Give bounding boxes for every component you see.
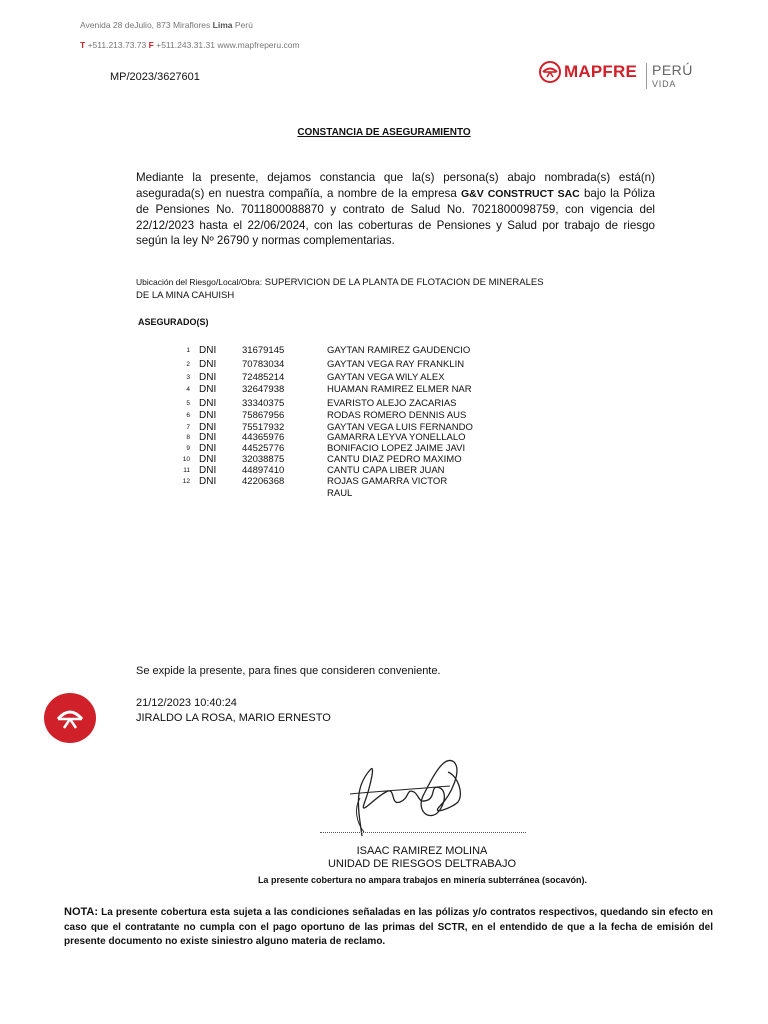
nota-label: NOTA: xyxy=(64,906,99,918)
insured-row-number: 6 xyxy=(186,412,190,419)
coverage-exclusion-note: La presente cobertura no ampara trabajos en minería subterránea (socavón). xyxy=(257,875,588,885)
insured-doc-type: DNI xyxy=(199,476,217,487)
reference-number: MP/2023/3627601 xyxy=(110,71,200,83)
insured-name: GAYTAN VEGA WILY ALEX xyxy=(327,372,445,383)
document-title: CONSTANCIA DE ASEGURAMIENTO xyxy=(297,127,471,138)
insured-doc-number: 72485214 xyxy=(242,372,285,383)
signatory-name: ISAAC RAMIREZ MOLINA xyxy=(356,845,488,857)
insured-doc-number: 44897410 xyxy=(242,465,285,476)
insured-doc-number: 32038875 xyxy=(242,454,285,465)
company-name: G&V CONSTRUCT SAC xyxy=(461,187,580,200)
insured-row-number: 1 xyxy=(186,347,190,354)
insured-row xyxy=(176,410,506,422)
insured-row-number: 4 xyxy=(186,386,190,393)
insured-doc-type: DNI xyxy=(199,345,217,356)
insured-name-continuation: RAUL xyxy=(327,488,353,499)
insured-doc-number: 70783034 xyxy=(242,359,285,370)
insured-doc-type: DNI xyxy=(199,443,217,454)
insured-row xyxy=(176,398,506,410)
insured-name: GAYTAN RAMIREZ GAUDENCIO xyxy=(327,345,471,356)
insured-doc-type: DNI xyxy=(199,465,217,476)
signature-line xyxy=(320,832,526,834)
insured-doc-number: 75517932 xyxy=(242,422,285,433)
website-link[interactable]: www.mapfreperu.com xyxy=(217,40,300,50)
issue-datetime: 21/12/2023 10:40:24 xyxy=(136,697,237,709)
insured-heading: ASEGURADO(S) xyxy=(138,317,209,327)
mapfre-seal-icon xyxy=(44,693,96,743)
insured-doc-type: DNI xyxy=(199,398,217,409)
insured-doc-type: DNI xyxy=(199,359,217,370)
insured-doc-number: 44525776 xyxy=(242,443,285,454)
insured-doc-number: 32647938 xyxy=(242,384,285,395)
insured-row xyxy=(176,372,506,384)
insured-doc-number: 75867956 xyxy=(242,410,285,421)
insured-doc-type: DNI xyxy=(199,410,217,421)
insured-row-number: 2 xyxy=(186,361,190,368)
insured-row-number: 10 xyxy=(182,456,190,463)
insured-name: GAYTAN VEGA LUIS FERNANDO xyxy=(327,422,473,433)
insured-name: CANTU CAPA LIBER JUAN xyxy=(327,465,445,476)
insured-doc-number: 31679145 xyxy=(242,345,285,356)
insured-doc-number: 42206368 xyxy=(242,476,285,487)
insured-row xyxy=(176,384,506,396)
insured-name: ROJAS GAMARRA VICTOR xyxy=(327,476,448,487)
mapfre-logo xyxy=(538,60,694,92)
header-address: Avenida 28 deJulio, 873 Miraflores Lima Perú xyxy=(80,20,253,30)
insured-name: GAMARRA LEYVA YONELLALO xyxy=(327,432,466,443)
insured-row-number: 8 xyxy=(186,434,190,441)
insured-row-number: 5 xyxy=(186,400,190,407)
issue-info xyxy=(136,696,331,726)
insured-row xyxy=(176,359,506,371)
issuer-name: JIRALDO LA ROSA, MARIO ERNESTO xyxy=(136,712,331,724)
insured-name: HUAMAN RAMIREZ ELMER NAR xyxy=(327,384,472,395)
header-contact: T +511.213.73.73 F +511.243.31.31 www.mapfreperu.com xyxy=(80,40,300,50)
insured-row-number: 7 xyxy=(186,424,190,431)
insured-name: BONIFACIO LOPEZ JAIME JAVI xyxy=(327,443,466,454)
signatory-unit: UNIDAD DE RIESGOS DELTRABAJO xyxy=(327,858,517,870)
body-paragraph: Mediante la presente, dejamos constancia que la(s) persona(s) abajo nombrada(s) está(n) asegurada(s) en nuestra compañía, a nombre de la empresa G&V CONSTRUCT SAC bajo la Póliza de Pensiones No. 7011800088870 y contrato de Salud No. 7021800098759, con vigencia del 22/12/2023 hasta el 22/06/2024, con las coberturas de Pensiones y Salud por trabajo de riesgo según la ley Nº 26790 y normas complementarias. xyxy=(136,171,655,248)
insured-doc-number: 44365976 xyxy=(242,432,285,443)
insured-doc-number: 33340375 xyxy=(242,398,285,409)
issuance-statement: Se expide la presente, para fines que consideren conveniente. xyxy=(136,665,441,677)
mapfre-emblem-icon xyxy=(538,60,562,84)
insured-row xyxy=(176,345,506,357)
nota-paragraph: NOTA: La presente cobertura esta sujeta a las condiciones señaladas en las pólizas y/o contratos respectivos, quedando sin efecto en caso que el contratante no cumpla con el pago oportuno de las primas del SCTR, en el entendido de que a la fecha de emisión del presente documento no existe siniestro alguno materia de reclamo. xyxy=(64,906,714,947)
insured-name: GAYTAN VEGA RAY FRANKLIN xyxy=(327,359,465,370)
insured-row-number: 12 xyxy=(182,478,190,485)
insured-name: CANTU DIAZ PEDRO MAXIMO xyxy=(327,454,462,465)
insured-name: RODAS ROMERO DENNIS AUS xyxy=(327,410,467,421)
insured-row xyxy=(176,476,506,488)
insured-doc-type: DNI xyxy=(199,384,217,395)
logo-brand: MAPFRE xyxy=(564,62,637,81)
handwritten-signature xyxy=(340,748,470,840)
insured-row-number: 3 xyxy=(186,374,190,381)
insured-row-number: 11 xyxy=(183,467,190,474)
risk-location: Ubicación del Riesgo/Local/Obra: SUPERVICION DE LA PLANTA DE FLOTACION DE MINERALES DE LA MINA CAHUISH xyxy=(136,277,544,301)
insured-doc-type: DNI xyxy=(199,372,217,383)
logo-sub: VIDA xyxy=(652,79,677,89)
insured-name: EVARISTO ALEJO ZACARIAS xyxy=(327,398,457,409)
insured-row-number: 9 xyxy=(186,445,190,452)
insured-doc-type: DNI xyxy=(199,454,217,465)
insured-doc-type: DNI xyxy=(199,422,217,433)
insured-doc-type: DNI xyxy=(199,432,217,443)
logo-country: PERÚ xyxy=(652,62,693,78)
